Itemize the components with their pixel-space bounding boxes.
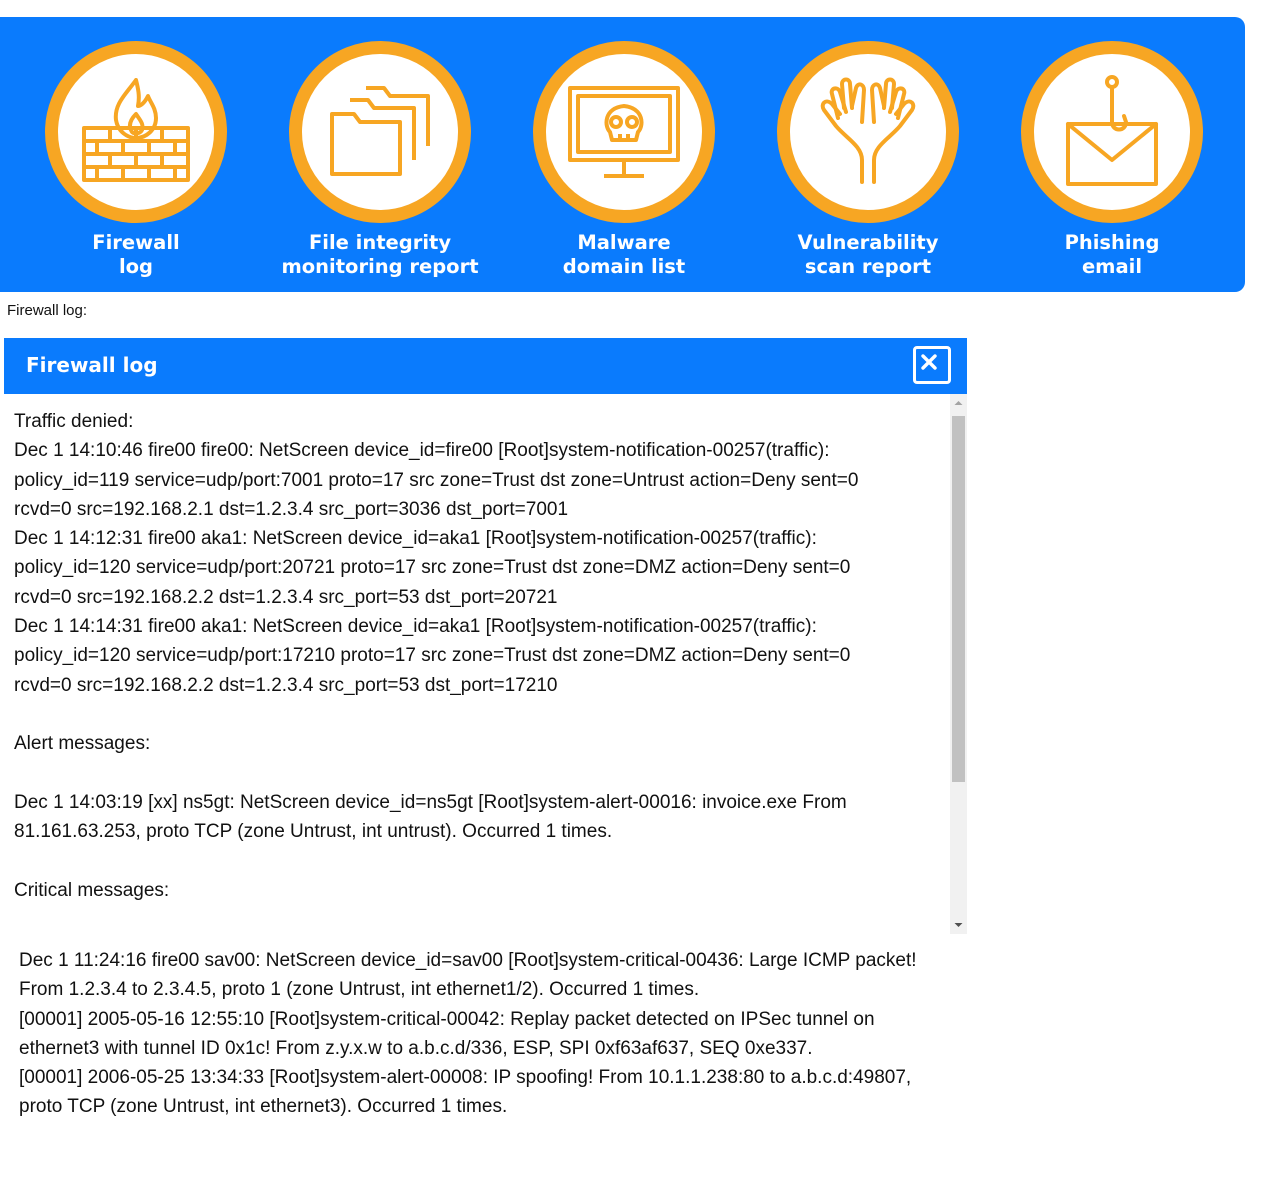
log-line: ethernet3 with tunnel ID 0x1c! From z.y.x.w to a.b.c.d/336, ESP, SPI 0xf63af637, SEQ 0xe337.: [19, 1037, 813, 1059]
malware-domain-list-button[interactable]: [502, 41, 746, 281]
scroll-down-arrow-icon: [950, 917, 967, 934]
panel-title: Firewall log: [26, 353, 158, 377]
spacer: [14, 846, 944, 875]
vertical-scrollbar[interactable]: [950, 394, 967, 934]
folders-icon: [314, 66, 446, 198]
critical-messages-log: [19, 946, 959, 1122]
file-integrity-report-button[interactable]: [258, 41, 502, 281]
log-line: Dec 1 14:10:46 fire00 fire00: NetScreen device_id=fire00 [Root]system-notification-00257(traffic):: [14, 440, 830, 462]
log-line: 81.161.63.253, proto TCP (zone Untrust, int untrust). Occurred 1 times.: [14, 821, 613, 843]
alert-messages-heading: Alert messages:: [14, 733, 151, 755]
malware-domain-label: Malware domain list: [562, 231, 686, 278]
log-line: Dec 1 14:03:19 [xx] ns5gt: NetScreen device_id=ns5gt [Root]system-alert-00016: invoice.exe From: [14, 791, 847, 813]
log-line: policy_id=120 service=udp/port:17210 proto=17 src zone=Trust dst zone=DMZ action=Deny sent=0: [14, 645, 851, 667]
tool-bar: [0, 17, 1245, 292]
traffic-denied-heading: Traffic denied:: [14, 411, 134, 432]
file-integrity-ring: [289, 41, 471, 223]
phishing-email-icon: [1046, 66, 1178, 198]
spacer: [14, 700, 944, 729]
open-hands-icon: [802, 66, 934, 198]
firewall-icon: [70, 66, 202, 198]
log-line: policy_id=119 service=udp/port:7001 proto=17 src zone=Trust dst zone=Untrust action=Deny sent=0: [14, 469, 859, 491]
log-content: [14, 407, 944, 905]
firewall-log-button[interactable]: [14, 41, 258, 281]
firewall-log-label: Firewall log: [92, 231, 180, 278]
firewall-ring: [45, 41, 227, 223]
phishing-email-label: Phishing email: [1064, 231, 1160, 278]
log-line: rcvd=0 src=192.168.2.2 dst=1.2.3.4 src_port=53 dst_port=20721: [14, 586, 558, 608]
log-line: rcvd=0 src=192.168.2.2 dst=1.2.3.4 src_port=53 dst_port=17210: [14, 674, 558, 696]
malware-ring: [533, 41, 715, 223]
vulnerability-scan-label: Vulnerability scan report: [797, 231, 939, 278]
log-line: rcvd=0 src=192.168.2.1 dst=1.2.3.4 src_port=3036 dst_port=7001: [14, 498, 569, 520]
phishing-email-button[interactable]: [990, 41, 1234, 281]
critical-messages-heading: Critical messages:: [14, 879, 170, 901]
vulnerability-ring: [777, 41, 959, 223]
phishing-ring: [1021, 41, 1203, 223]
log-line: [00001] 2006-05-25 13:34:33 [Root]system-alert-00008: IP spoofing! From 10.1.1.238:80 to a.b.c.d:49807,: [19, 1067, 912, 1089]
close-button[interactable]: [913, 346, 951, 384]
log-line: proto TCP (zone Untrust, int ethernet3). Occurred 1 times.: [19, 1096, 508, 1118]
file-integrity-label: File integrity monitoring report: [281, 231, 479, 278]
log-line: policy_id=120 service=udp/port:20721 proto=17 src zone=Trust dst zone=DMZ action=Deny sent=0: [14, 557, 851, 579]
log-line: [00001] 2005-05-16 12:55:10 [Root]system-critical-00042: Replay packet detected on IPSec tunnel on: [19, 1008, 875, 1030]
scroll-down-button[interactable]: [950, 917, 967, 934]
section-caption: Firewall log:: [7, 302, 88, 319]
log-line: From 1.2.3.4 to 2.3.4.5, proto 1 (zone Untrust, int ethernet1/2). Occurred 1 times.: [19, 979, 700, 1001]
firewall-log-panel-header: [4, 338, 967, 394]
spacer: [14, 759, 944, 788]
scroll-up-arrow-icon: [950, 394, 967, 411]
scrollbar-thumb[interactable]: [952, 416, 965, 782]
close-icon: [921, 354, 937, 370]
log-line: Dec 1 14:14:31 fire00 aka1: NetScreen device_id=aka1 [Root]system-notification-00257(traffic):: [14, 616, 817, 638]
log-line: Dec 1 11:24:16 fire00 sav00: NetScreen device_id=sav00 [Root]system-critical-00436: Large ICMP packet!: [19, 950, 917, 971]
vulnerability-scan-report-button[interactable]: [746, 41, 990, 281]
skull-monitor-icon: [558, 66, 690, 198]
log-line: Dec 1 14:12:31 fire00 aka1: NetScreen device_id=aka1 [Root]system-notification-00257(traffic):: [14, 528, 817, 550]
firewall-log-scroll-area[interactable]: [4, 394, 967, 934]
scroll-up-button[interactable]: [950, 394, 967, 411]
